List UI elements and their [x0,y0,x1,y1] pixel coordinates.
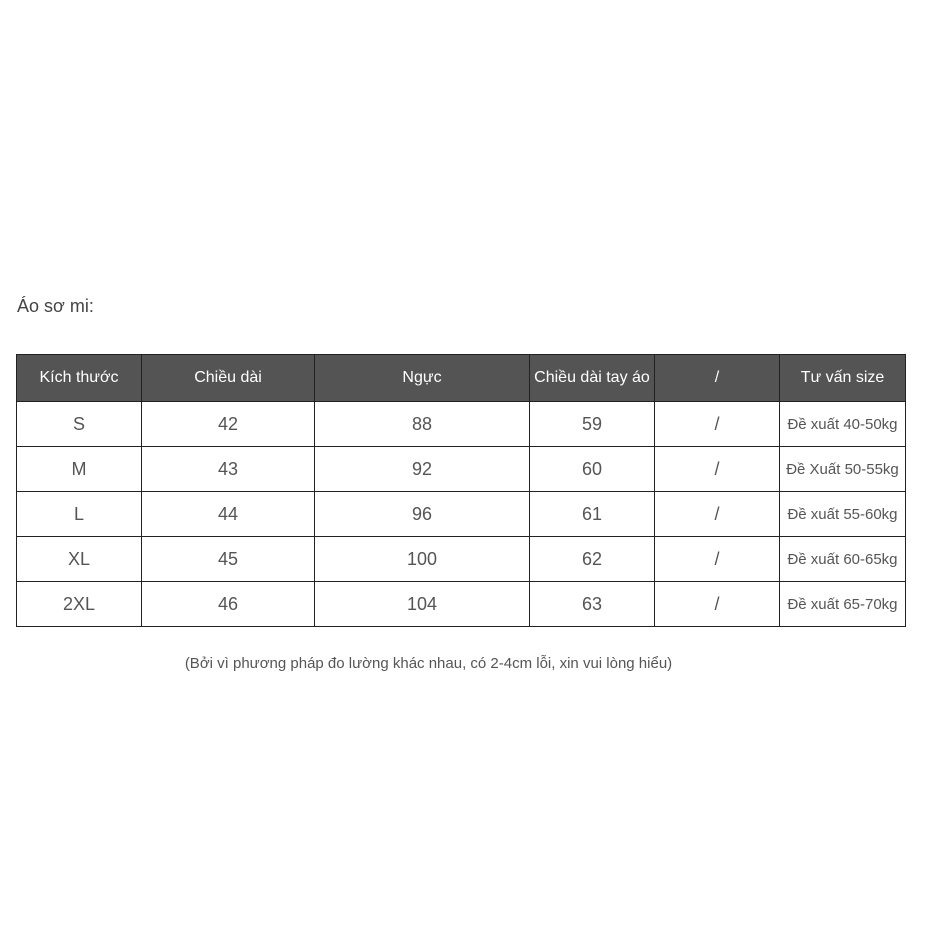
cell-chest: 104 [315,582,530,627]
cell-slash: / [655,447,780,492]
header-chest: Ngực [315,355,530,402]
header-slash: / [655,355,780,402]
cell-advice: Đề Xuất 50-55kg [780,447,906,492]
cell-length: 44 [142,492,315,537]
cell-length: 42 [142,402,315,447]
header-size: Kích thước [17,355,142,402]
cell-sleeve: 63 [530,582,655,627]
table-row [17,447,906,492]
cell-chest: 92 [315,447,530,492]
cell-chest: 100 [315,537,530,582]
cell-size: XL [17,537,142,582]
table-row [17,402,906,447]
cell-size: S [17,402,142,447]
cell-length: 43 [142,447,315,492]
page-title: Áo sơ mi: [17,296,94,316]
table-row [17,582,906,627]
cell-length: 46 [142,582,315,627]
cell-advice: Đề xuất 65-70kg [780,582,906,627]
header-size-advice: Tư vấn size [780,355,906,402]
cell-sleeve: 60 [530,447,655,492]
cell-sleeve: 61 [530,492,655,537]
cell-length: 45 [142,537,315,582]
cell-sleeve: 59 [530,402,655,447]
cell-slash: / [655,582,780,627]
cell-advice: Đề xuất 60-65kg [780,537,906,582]
table-row [17,537,906,582]
cell-size: L [17,492,142,537]
header-sleeve-length: Chiều dài tay áo [530,355,655,402]
cell-chest: 96 [315,492,530,537]
table-row [17,492,906,537]
cell-size: M [17,447,142,492]
cell-slash: / [655,537,780,582]
cell-chest: 88 [315,402,530,447]
cell-advice: Đề xuất 40-50kg [780,402,906,447]
cell-slash: / [655,402,780,447]
cell-advice: Đề xuất 55-60kg [780,492,906,537]
size-table [16,354,906,627]
cell-sleeve: 62 [530,537,655,582]
cell-slash: / [655,492,780,537]
measurement-note: (Bởi vì phương pháp đo lường khác nhau, có 2-4cm lỗi, xin vui lòng hiểu) [184,655,673,672]
cell-size: 2XL [17,582,142,627]
header-row [17,355,906,402]
header-length: Chiều dài [142,355,315,402]
